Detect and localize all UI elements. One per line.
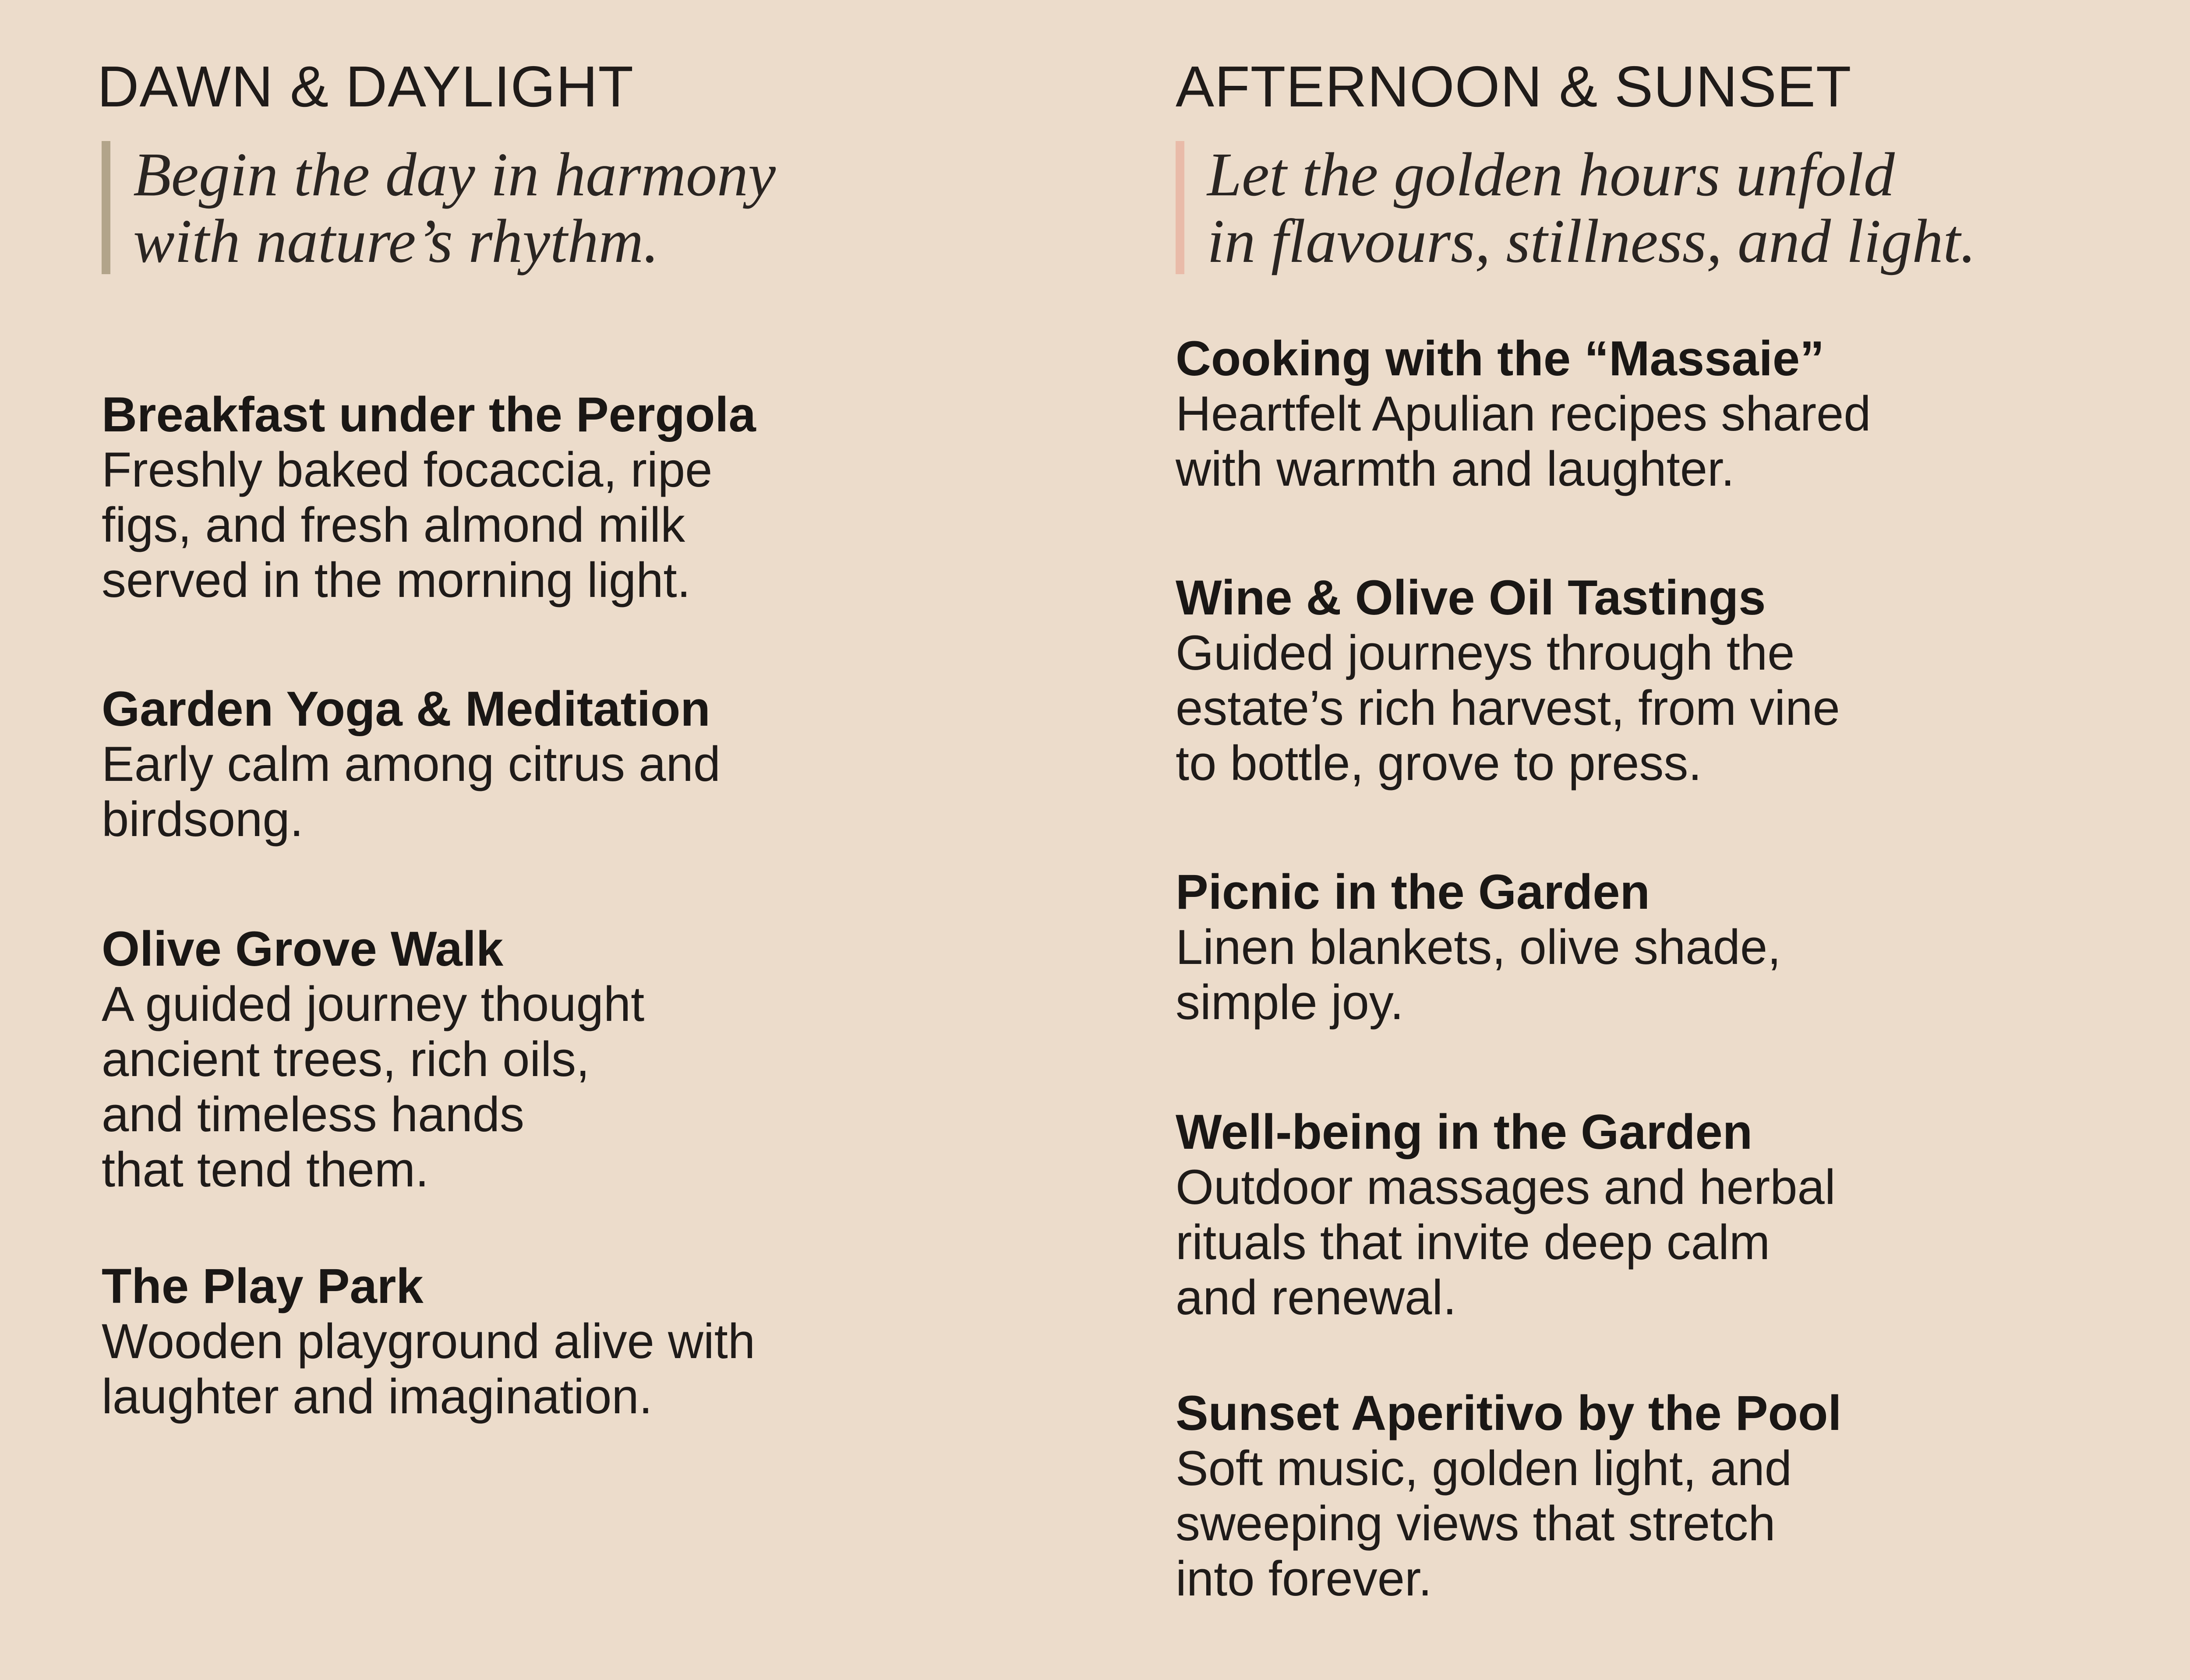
activity-description-line: birdsong. [102, 792, 304, 847]
activity-title: Cooking with the “Massaie” [1176, 331, 1825, 386]
activity-description-line: ancient trees, rich oils, [102, 1032, 590, 1087]
activity-description-line: into forever. [1176, 1551, 1432, 1606]
activity-description-line: estate’s rich harvest, from vine [1176, 681, 1840, 735]
activity-title: Picnic in the Garden [1176, 865, 1650, 919]
activity-description-line: laughter and imagination. [102, 1369, 653, 1424]
activity-description-line: A guided journey thought [102, 977, 645, 1031]
activity-title: Olive Grove Walk [102, 921, 504, 976]
activity-description-line: that tend them. [102, 1142, 429, 1197]
activity-title: Sunset Aperitivo by the Pool [1176, 1386, 1842, 1440]
activity-description-line: Soft music, golden light, and [1176, 1441, 1792, 1496]
column-afternoon-sunset [1161, 0, 2190, 1680]
column-heading: AFTERNOON & SUNSET [1176, 54, 1852, 119]
activity-title: Wine & Olive Oil Tastings [1176, 570, 1766, 625]
activity-cooking-with-the-massaie [1176, 331, 1871, 497]
quote-line: in flavours, stillness, and light. [1207, 206, 1976, 275]
activity-description-line: and timeless hands [102, 1087, 525, 1142]
activity-description-line: Outdoor massages and herbal [1176, 1160, 1836, 1214]
activity-description-line: rituals that invite deep calm [1176, 1215, 1770, 1270]
activity-sunset-aperitivo-by-the-pool [1176, 1386, 1841, 1606]
activity-title: Garden Yoga & Meditation [102, 681, 710, 736]
column-heading: DAWN & DAYLIGHT [97, 54, 634, 119]
activity-description-line: sweeping views that stretch [1176, 1496, 1776, 1551]
activity-wine-olive-oil-tastings [1176, 570, 1840, 791]
activity-title: The Play Park [102, 1259, 424, 1313]
activity-description-line: served in the morning light. [102, 553, 691, 607]
activity-description-line: Early calm among citrus and [102, 737, 721, 791]
activity-description-line: to bottle, grove to press. [1176, 736, 1702, 791]
activity-well-being-in-the-garden [1176, 1105, 1836, 1325]
quote-line: Begin the day in harmony [133, 140, 776, 209]
activity-title: Breakfast under the Pergola [102, 387, 756, 442]
activity-the-play-park [102, 1259, 755, 1424]
activity-title: Well-being in the Garden [1176, 1105, 1753, 1159]
column-quote [1176, 141, 1976, 274]
column-quote [102, 141, 776, 274]
activity-description-line: and renewal. [1176, 1270, 1457, 1325]
quote-line: Let the golden hours unfold [1207, 140, 1895, 209]
activity-garden-yoga-meditation [102, 681, 721, 847]
activity-description-line: Wooden playground alive with [102, 1314, 756, 1369]
activity-description-line: Guided journeys through the [1176, 625, 1795, 680]
activity-description-line: Freshly baked focaccia, ripe [102, 442, 713, 497]
activity-picnic-in-the-garden [1176, 865, 1781, 1030]
activity-description-line: with warmth and laughter. [1176, 441, 1735, 496]
activity-description-line: Heartfelt Apulian recipes shared [1176, 386, 1871, 441]
quote-line: with nature’s rhythm. [133, 206, 659, 275]
activity-description-line: figs, and fresh almond milk [102, 498, 685, 552]
activity-description-line: Linen blankets, olive shade, [1176, 920, 1781, 974]
activity-olive-grove-walk [102, 921, 644, 1197]
activity-description-line: simple joy. [1176, 975, 1404, 1030]
activity-breakfast-under-the-pergola [102, 387, 756, 608]
